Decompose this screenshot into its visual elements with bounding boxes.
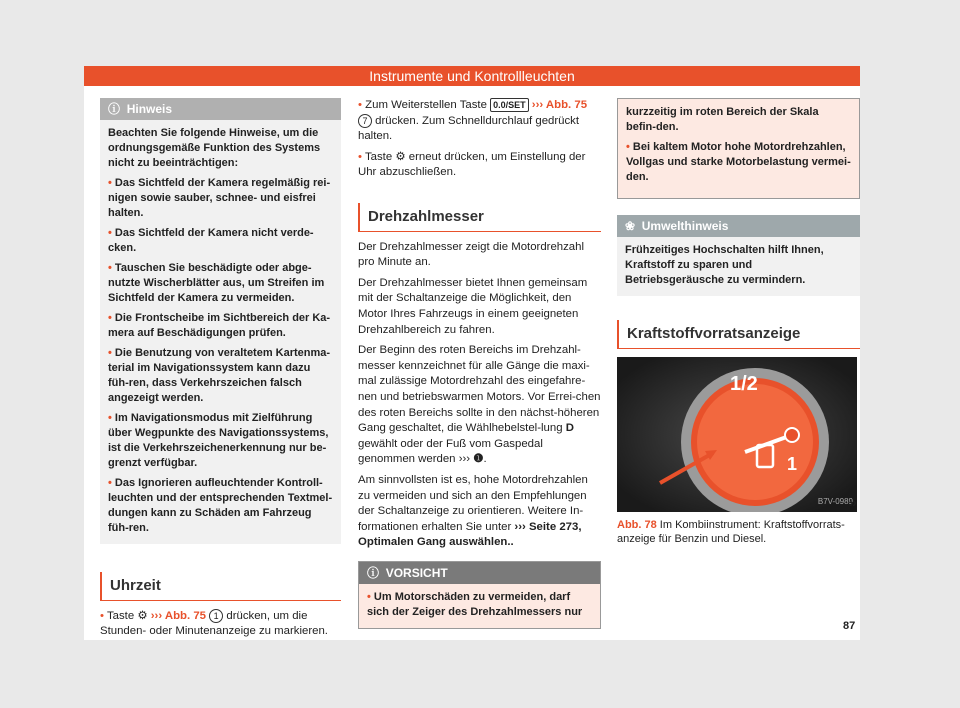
gauge-half-label: 1/2 — [730, 372, 758, 395]
clock-key-icon: ⚙ — [137, 609, 148, 622]
hint-item-text: Im Navigationsmodus mit Zielführung über Wegpunkte des Navigationssystems, ist die Verkehrszeichenerkennung nur be-grenzt verfügbar. — [108, 412, 329, 469]
paragraph — [358, 473, 601, 551]
hint-item — [108, 261, 333, 306]
caution-body — [359, 584, 600, 628]
hint-item — [108, 411, 333, 471]
column-left — [100, 98, 341, 645]
figure-code: B7V-0989 — [817, 497, 853, 506]
bullet-icon: • — [108, 412, 115, 424]
step-text: Zum Weiterstellen Taste — [365, 99, 487, 112]
figure-link[interactable]: ››› Abb. 75 — [150, 609, 207, 622]
hint-item — [108, 476, 333, 536]
caution-text: Um Motorschäden zu vermeiden, darf sich der Zeiger des Drehzahlmessers nur — [367, 590, 583, 618]
hint-box — [100, 98, 341, 544]
uhrzeit-step-2 — [358, 98, 601, 145]
leaf-icon: ❀ — [625, 219, 636, 233]
paragraph: Der Beginn des roten Bereichs im Drehzahl-messer kennzeichnet für alle Gänge die maxi-mal zulässige Motordrehzahl des eingefahre-nen und betriebswarmen Motors. Vor Errei-chen des roten Bereichs sollte in den nächst-höheren Gang geschaltet, die Wählhebelstel-lung D gewählt oder der Fuß vom Gaspedal genommen werden ››› ❶. — [358, 344, 601, 466]
gauge-full-label: 1 — [787, 453, 798, 474]
env-header — [617, 215, 860, 237]
fuel-gauge-figure — [617, 357, 857, 512]
warning-icon: ❶ — [473, 453, 484, 466]
caution-continuation — [617, 98, 860, 199]
bullet-icon: • — [358, 99, 366, 112]
callout-number: 1 — [209, 609, 223, 623]
bullet-icon: • — [108, 312, 115, 324]
hint-intro: Beachten Sie folgende Hinweise, um die ordnungsgemäße Funktion des Systems nicht zu beeinträchtigen: — [108, 127, 321, 169]
bullet-icon: • — [367, 590, 374, 603]
info-icon: ⓘ — [108, 102, 121, 116]
next-page-arrow[interactable]: » — [849, 494, 857, 510]
warning-link[interactable]: ››› — [458, 453, 471, 466]
bullet-icon: • — [108, 262, 115, 274]
set-key-icon: 0.0/SET — [490, 98, 529, 112]
hint-item — [108, 346, 333, 406]
column-middle — [358, 98, 601, 629]
callout-number: 7 — [358, 114, 372, 128]
caution-item — [626, 140, 851, 185]
caution-text: Bei kaltem Motor hohe Motordrehzahlen, Vollgas und starke Motorbelastung vermei-den. — [626, 141, 851, 183]
caution-header — [359, 562, 600, 584]
column-right — [617, 98, 860, 546]
hint-item-text: Das Sichtfeld der Kamera regelmäßig rei-nigen sowie sauber, schnee- und eisfrei halten. — [108, 177, 331, 219]
hint-item-text: Das Ignorieren aufleuchtender Kontroll-leuchten und der entsprechenden Textmel-dungen kann zu Schäden am Fahrzeug füh-ren. — [108, 477, 333, 534]
step-text: erneut drücken, um Einstellung der Uhr abzuschließen. — [358, 150, 586, 179]
hint-item — [108, 226, 333, 256]
step-text: drücken, um die Stunden- oder Minutenanzeige zu markieren. — [100, 609, 328, 638]
env-title: Umwelthinweis — [641, 219, 729, 233]
bullet-icon: • — [108, 347, 115, 359]
bullet-icon: • — [108, 227, 115, 239]
env-text: Frühzeitiges Hochschalten hilft Ihnen, Kraftstoff zu sparen und Betriebsgeräusche zu vermindern. — [625, 244, 824, 286]
page-link-title[interactable]: Optimalen Gang auswählen.. — [358, 536, 514, 549]
hint-header — [100, 98, 341, 120]
hint-item-text: Die Benutzung von veraltetem Kartenma-terial im Navigationssystem kann dazu füh-ren, dass Verkehrszeichen falsch angezeigt werden. — [108, 347, 331, 404]
bullet-icon: • — [358, 150, 365, 163]
figure-link[interactable]: ››› Abb. 75 — [531, 99, 588, 112]
caption-text: Im Kombiinstrument: Kraftstoffvorrats-anzeige für Benzin und Diesel. — [617, 518, 845, 545]
bullet-icon: • — [108, 477, 115, 489]
env-box — [617, 215, 860, 296]
text: Der Beginn des roten Bereichs im Drehzahl-messer kennzeichnet für alle Gänge die maxi-mal zulässige Motordrehzahl des eingefahre-nen und betriebswarmen Motors. Vor Errei-chen des roten Bereichs sollte in den nächst-höheren Gang geschaltet, die Wählhebelstel-lung — [358, 344, 601, 435]
hint-item — [108, 176, 333, 221]
page-header: Instrumente und Kontrollleuchten — [84, 66, 860, 86]
text: Am sinnvollsten ist es, hohe Motordrehzahlen zu vermeiden und sich an den Empfehlungen der Schaltanzeige zu orientieren. Weitere In-formationen erhalten Sie unter — [358, 473, 588, 533]
hint-item-text: Tauschen Sie beschädigte oder abge-nutzte Wischerblätter aus, um Streifen im Sichtfeld der Kamera zu vermeiden. — [108, 262, 325, 304]
uhrzeit-step-3 — [358, 150, 601, 181]
page-link[interactable]: ››› Seite 273, — [514, 520, 582, 533]
caption-number: Abb. 78 — [617, 518, 657, 531]
uhrzeit-step-1 — [100, 609, 341, 640]
hint-item-text: Das Sichtfeld der Kamera nicht verde-cken. — [108, 227, 314, 254]
hint-body — [100, 120, 341, 544]
gear-letter: D — [565, 422, 574, 435]
hint-item-text: Die Frontscheibe im Sichtbereich der Ka-mera auf Beschädigungen prüfen. — [108, 312, 331, 339]
step-text: Taste — [106, 609, 135, 622]
caution-icon: ⓘ — [367, 565, 380, 580]
caution-title: VORSICHT — [385, 565, 448, 580]
bullet-icon: • — [626, 141, 633, 153]
page-number: 87 — [843, 620, 856, 632]
hint-item — [108, 311, 333, 341]
step-text: drücken. Zum Schnelldurchlauf gedrückt halten. — [358, 114, 580, 143]
caution-box — [358, 561, 601, 629]
bullet-icon: • — [108, 177, 115, 189]
bullet-icon: • — [100, 609, 107, 622]
section-title-kraftstoff: Kraftstoffvorratsanzeige — [617, 320, 860, 349]
figure-caption — [617, 518, 860, 546]
text: gewählt oder der Fuß vom Gaspedal genommen werden — [358, 437, 543, 466]
paragraph: Der Drehzahlmesser bietet Ihnen gemeinsam mit der Schaltanzeige die Möglichkeit, den Motor Ihres Fahrzeugs in einem geeigneten Drehzahlbereich zu fahren. — [358, 276, 588, 336]
step-text: Taste — [364, 150, 393, 163]
section-title-uhrzeit: Uhrzeit — [100, 572, 341, 601]
hint-title: Hinweis — [126, 102, 173, 116]
section-title-drehzahl: Drehzahlmesser — [358, 203, 601, 232]
paragraph: Der Drehzahlmesser zeigt die Motordrehzahl pro Minute an. — [358, 240, 585, 269]
clock-key-icon: ⚙ — [395, 150, 406, 163]
caution-text: kurzzeitig im roten Bereich der Skala befin-den. — [626, 106, 819, 133]
